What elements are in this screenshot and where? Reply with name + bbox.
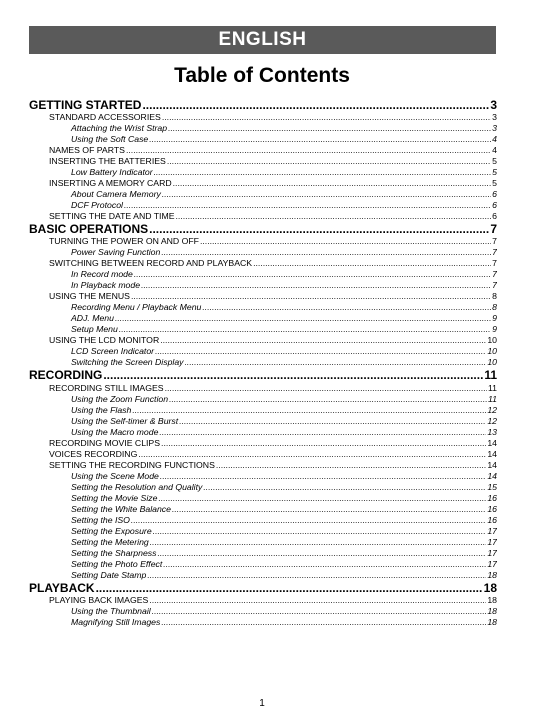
- toc-entry-page: 11: [484, 368, 497, 383]
- dot-leader: [119, 324, 491, 335]
- toc-entry-label: RECORDING MOVIE CLIPS: [49, 437, 161, 448]
- toc-entry-page: 6: [492, 189, 497, 200]
- toc-entry: [29, 302, 497, 313]
- toc-entry: [29, 222, 497, 236]
- toc-entry-label: Setting Date Stamp: [71, 569, 147, 580]
- toc-entry-label: Setting the White Balance: [71, 503, 171, 514]
- toc-entry: [29, 515, 497, 526]
- dot-leader: [138, 449, 486, 460]
- toc-entry-label: Setup Menu: [71, 324, 118, 335]
- toc-entry-page: 18: [487, 569, 497, 580]
- dot-leader: [142, 98, 489, 112]
- toc-entry-page: 7: [492, 280, 497, 291]
- toc-entry: [29, 368, 497, 382]
- toc-entry-label: Setting the Resolution and Quality: [71, 481, 203, 492]
- toc-entry-page: 18: [487, 605, 497, 616]
- dot-leader: [103, 368, 483, 382]
- toc-entry-page: 17: [487, 558, 497, 569]
- toc-entry-page: 3: [492, 112, 497, 123]
- toc-entry: [29, 357, 497, 368]
- toc-entry-label: SETTING THE RECORDING FUNCTIONS: [49, 459, 215, 470]
- toc-entry-label: RECORDING STILL IMAGES: [49, 382, 164, 393]
- dot-leader: [161, 438, 486, 449]
- toc-entry: [29, 335, 497, 346]
- toc-entry-page: 16: [487, 503, 497, 514]
- toc-entry-page: 12: [487, 415, 497, 426]
- toc-entry: [29, 548, 497, 559]
- dot-leader: [157, 548, 486, 559]
- dot-leader: [179, 416, 486, 427]
- toc-entry-label: RECORDING: [29, 368, 103, 383]
- toc-entry-label: Setting the Sharpness: [71, 547, 157, 558]
- toc-entry-label: Attaching the Wrist Strap: [71, 123, 168, 134]
- toc-entry: [29, 156, 497, 167]
- dot-leader: [202, 302, 491, 313]
- toc-entry: [29, 112, 497, 123]
- toc-entry: [29, 427, 497, 438]
- toc-entry: [29, 98, 497, 112]
- toc-entry-label: Using the Thumbnail: [71, 605, 151, 616]
- toc-entry: [29, 595, 497, 606]
- toc-entry-page: 16: [487, 492, 497, 503]
- dot-leader: [153, 526, 487, 537]
- toc-entry: [29, 606, 497, 617]
- toc-entry-page: 10: [487, 335, 497, 346]
- toc-entry: [29, 134, 497, 145]
- toc-entry: [29, 291, 497, 302]
- toc-entry-page: 15: [487, 481, 497, 492]
- dot-leader: [176, 211, 492, 222]
- toc-entry: [29, 324, 497, 335]
- dot-leader: [150, 537, 487, 548]
- language-banner: ENGLISH: [29, 26, 496, 54]
- toc-entry-page: 17: [487, 525, 497, 536]
- toc-entry: [29, 617, 497, 628]
- dot-leader: [162, 112, 491, 123]
- toc-entry-label: Using the Scene Mode: [71, 470, 159, 481]
- toc-entry: [29, 178, 497, 189]
- dot-leader: [132, 405, 486, 416]
- toc-entry-page: 14: [487, 470, 497, 481]
- toc-entry-page: 16: [487, 514, 497, 525]
- dot-leader: [152, 606, 487, 617]
- toc-entry: [29, 258, 497, 269]
- toc-entry: [29, 167, 497, 178]
- dot-leader: [185, 357, 487, 368]
- dot-leader: [155, 346, 486, 357]
- dot-leader: [126, 145, 491, 156]
- dot-leader: [124, 200, 491, 211]
- toc-entry-label: VOICES RECORDING: [49, 448, 138, 459]
- dot-leader: [115, 313, 491, 324]
- toc-entry: [29, 482, 497, 493]
- toc-entry-label: Using the Zoom Function: [71, 393, 169, 404]
- toc-entry-label: Switching the Screen Display: [71, 357, 184, 368]
- dot-leader: [203, 482, 486, 493]
- toc-entry-page: 10: [487, 357, 497, 368]
- toc-entry-page: 18: [487, 594, 497, 605]
- toc-entry-page: 6: [492, 211, 497, 222]
- toc-entry-label: LCD Screen Indicator: [71, 346, 155, 357]
- dot-leader: [96, 581, 483, 595]
- toc-entry-page: 11: [487, 382, 497, 393]
- toc-entry: [29, 416, 497, 427]
- dot-leader: [173, 178, 492, 189]
- dot-leader: [160, 471, 486, 482]
- toc-entry: [29, 189, 497, 200]
- toc-entry-page: 8: [492, 302, 497, 313]
- toc-entry-label: Power Saving Function: [71, 247, 161, 258]
- toc-entry: [29, 236, 497, 247]
- toc-entry-page: 10: [487, 346, 497, 357]
- toc-entry-page: 5: [492, 178, 497, 189]
- dot-leader: [162, 189, 491, 200]
- toc-entry: [29, 145, 497, 156]
- toc-entry: [29, 559, 497, 570]
- toc-entry-page: 4: [492, 134, 497, 145]
- toc-entry-page: 4: [492, 145, 497, 156]
- dot-leader: [253, 258, 491, 269]
- toc-entry-page: 17: [487, 536, 497, 547]
- toc-entry: [29, 504, 497, 515]
- dot-leader: [131, 291, 491, 302]
- toc-entry-label: Using the Macro mode: [71, 426, 159, 437]
- toc-entry-page: 11: [487, 393, 497, 404]
- toc-entry-label: ADJ. Menu: [71, 313, 114, 324]
- dot-leader: [147, 570, 486, 581]
- toc-entry-label: Using the Flash: [71, 404, 132, 415]
- toc-entry: [29, 438, 497, 449]
- page-number: 1: [259, 698, 265, 709]
- toc-entry-label: Using the Self-timer & Burst: [71, 415, 179, 426]
- toc-entry-page: 14: [487, 448, 497, 459]
- toc-entry-page: 7: [492, 247, 497, 258]
- toc-entry-label: NAMES OF PARTS: [49, 145, 125, 156]
- toc-entry: [29, 346, 497, 357]
- dot-leader: [159, 427, 486, 438]
- dot-leader: [165, 383, 487, 394]
- dot-leader: [149, 134, 491, 145]
- toc-entry: [29, 200, 497, 211]
- toc-entry-page: 7: [492, 258, 497, 269]
- toc-entry-label: GETTING STARTED: [29, 98, 142, 112]
- toc-entry-page: 3: [492, 123, 497, 134]
- toc-entry-label: In Playback mode: [71, 280, 141, 291]
- toc-entry-page: 18: [483, 580, 497, 595]
- toc-entry: [29, 537, 497, 548]
- toc-entry: [29, 581, 497, 595]
- toc-entry-label: In Record mode: [71, 269, 133, 280]
- toc-entry-page: 9: [492, 313, 497, 324]
- toc-entry-page: 8: [492, 291, 497, 302]
- toc-entry: [29, 313, 497, 324]
- toc-entry: [29, 526, 497, 537]
- toc-entry-label: DCF Protocol: [71, 200, 123, 211]
- toc-entry-label: SETTING THE DATE AND TIME: [49, 211, 175, 222]
- toc-entry: [29, 570, 497, 581]
- toc-entry-page: 13: [487, 426, 497, 437]
- toc-entry-page: 7: [492, 269, 497, 280]
- toc-entry-page: 3: [490, 98, 497, 112]
- page-title: Table of Contents: [174, 64, 350, 87]
- toc-entry: [29, 460, 497, 471]
- toc-entry-label: Low Battery Indicator: [71, 167, 153, 178]
- toc-entry: [29, 280, 497, 291]
- toc-entry-label: PLAYBACK: [29, 580, 95, 595]
- dot-leader: [216, 460, 486, 471]
- toc-entry-page: 7: [490, 222, 497, 237]
- toc-entry-label: INSERTING A MEMORY CARD: [49, 178, 172, 189]
- toc-entry-label: STANDARD ACCESSORIES: [49, 112, 161, 123]
- toc-entry-label: Setting the Photo Effect: [71, 558, 163, 569]
- toc-entry: [29, 394, 497, 405]
- dot-leader: [161, 617, 486, 628]
- toc-entry: [29, 493, 497, 504]
- toc-entry: [29, 211, 497, 222]
- toc-entry-page: 18: [487, 616, 497, 627]
- dot-leader: [141, 280, 491, 291]
- dot-leader: [167, 156, 491, 167]
- toc-entry-label: PLAYING BACK IMAGES: [49, 594, 149, 605]
- toc-entry-label: TURNING THE POWER ON AND OFF: [49, 236, 199, 247]
- dot-leader: [149, 222, 489, 236]
- toc-entry: [29, 247, 497, 258]
- dot-leader: [160, 335, 486, 346]
- dot-leader: [168, 123, 491, 134]
- toc-entry-label: USING THE MENUS: [49, 291, 130, 302]
- toc-entry: [29, 449, 497, 460]
- toc-entry-page: 17: [487, 547, 497, 558]
- dot-leader: [154, 167, 492, 178]
- toc-entry-label: Recording Menu / Playback Menu: [71, 302, 202, 313]
- toc-entry-label: INSERTING THE BATTERIES: [49, 156, 166, 167]
- toc-entry: [29, 123, 497, 134]
- table-of-contents: [29, 98, 497, 628]
- dot-leader: [158, 493, 486, 504]
- toc-entry-label: Magnifying Still Images: [71, 616, 161, 627]
- toc-entry-label: Setting the Movie Size: [71, 492, 158, 503]
- toc-entry-label: USING THE LCD MONITOR: [49, 335, 160, 346]
- dot-leader: [200, 236, 491, 247]
- toc-entry-label: Using the Soft Case: [71, 134, 149, 145]
- dot-leader: [134, 269, 491, 280]
- toc-entry-label: About Camera Memory: [71, 189, 161, 200]
- toc-entry-page: 7: [492, 236, 497, 247]
- toc-entry: [29, 269, 497, 280]
- toc-entry-label: Setting the Metering: [71, 536, 149, 547]
- toc-entry: [29, 383, 497, 394]
- toc-entry-label: Setting the ISO: [71, 514, 130, 525]
- toc-entry-page: 14: [487, 437, 497, 448]
- toc-entry-page: 14: [487, 459, 497, 470]
- toc-entry-page: 5: [492, 156, 497, 167]
- dot-leader: [169, 394, 487, 405]
- toc-entry-label: SWITCHING BETWEEN RECORD AND PLAYBACK: [49, 258, 253, 269]
- toc-entry-page: 5: [492, 167, 497, 178]
- dot-leader: [163, 559, 486, 570]
- dot-leader: [131, 515, 486, 526]
- toc-entry-page: 9: [492, 324, 497, 335]
- toc-entry-label: Setting the Exposure: [71, 525, 152, 536]
- toc-entry: [29, 471, 497, 482]
- dot-leader: [172, 504, 486, 515]
- dot-leader: [149, 595, 486, 606]
- toc-entry: [29, 405, 497, 416]
- dot-leader: [161, 247, 491, 258]
- toc-entry-page: 12: [487, 404, 497, 415]
- toc-entry-page: 6: [492, 200, 497, 211]
- toc-entry-label: BASIC OPERATIONS: [29, 222, 149, 237]
